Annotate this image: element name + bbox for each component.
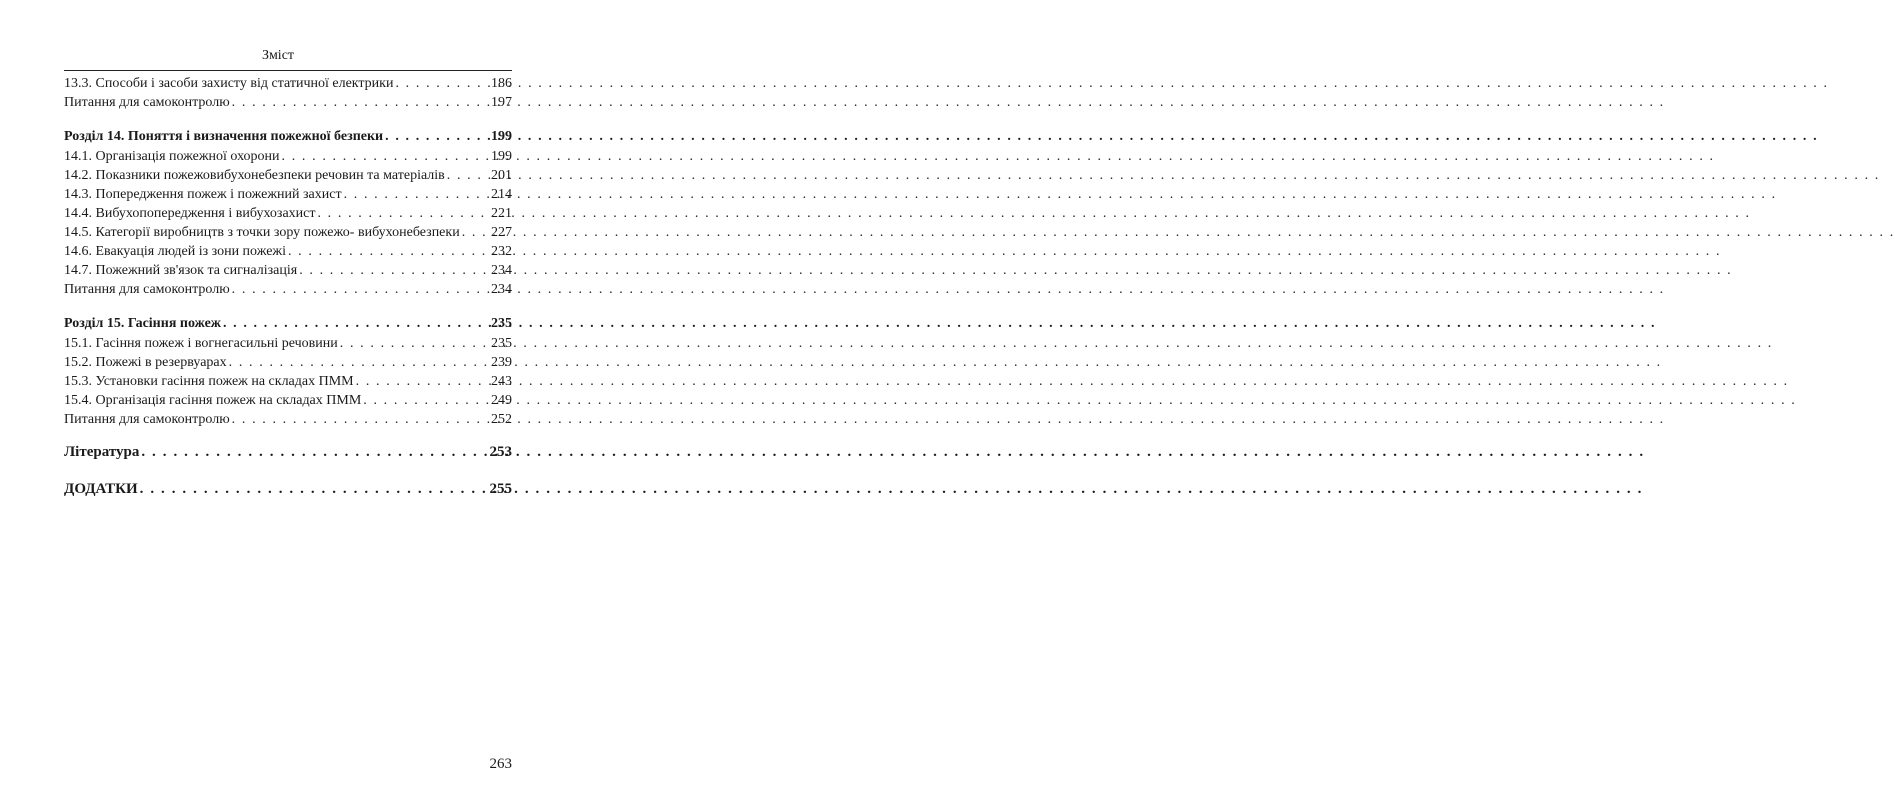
- toc-entry-page: 235: [491, 336, 512, 351]
- toc-entry: [64, 261, 512, 280]
- toc-appendices: [64, 478, 512, 500]
- toc-entry: [64, 147, 512, 166]
- toc-entry: [64, 204, 512, 223]
- toc-entry-title: 14.6. Евакуація людей із зони пожежі: [64, 244, 286, 259]
- running-header-title: Зміст: [261, 48, 295, 63]
- toc-entry-page: 243: [491, 374, 512, 389]
- toc-entry: [64, 280, 512, 299]
- dot-leader: [297, 261, 491, 280]
- toc-entry: [64, 334, 512, 353]
- section-heading-page: 199: [491, 129, 512, 144]
- toc-entry-title: Питання для самоконтролю: [64, 95, 230, 110]
- toc-entry: [64, 74, 512, 93]
- section-heading-14: [64, 127, 512, 147]
- dot-leader: [230, 93, 491, 112]
- toc-literature: [64, 441, 512, 463]
- toc-entry-title: 13.3. Способи і засоби захисту від статичної електрики: [64, 76, 394, 91]
- appendices-title: ДОДАТКИ: [64, 481, 138, 497]
- dot-leader: [445, 166, 491, 185]
- toc-entry-title: 14.4. Вибухопопередження і вибухозахист: [64, 206, 316, 221]
- literature-page: 253: [489, 444, 512, 460]
- toc-entry-title: 15.3. Установки гасіння пожеж на складах ПММ: [64, 374, 354, 389]
- toc-entry-title: Питання для самоконтролю: [64, 412, 230, 427]
- toc-entry: [64, 353, 512, 372]
- toc-entry-page: 221: [491, 206, 512, 221]
- toc-entry: [64, 93, 512, 112]
- toc-entry: [64, 242, 512, 261]
- section-heading-title: Розділ 15. Гасіння пожеж: [64, 316, 221, 331]
- toc-entry-title: 15.2. Пожежі в резервуарах: [64, 355, 227, 370]
- toc-entry-title: 14.5. Категорії виробництв з точки зору пожежо- вибухонебезпеки: [64, 225, 460, 240]
- toc-entry-title: 14.7. Пожежний зв'язок та сигналізація: [64, 263, 298, 278]
- header-divider: [64, 70, 512, 71]
- dot-leader: [361, 391, 491, 410]
- toc-entry: [64, 391, 512, 410]
- dot-leader: [138, 478, 490, 500]
- toc-entry-title: 14.1. Організація пожежної охорони: [64, 149, 280, 164]
- dot-leader: [221, 314, 491, 334]
- section-heading-page: 235: [491, 316, 512, 331]
- dot-leader: [393, 74, 491, 93]
- toc-entry-title: Питання для самоконтролю: [64, 282, 230, 297]
- toc-entry-page: 232: [491, 244, 512, 259]
- appendices-page: 255: [489, 481, 512, 497]
- toc-entry-page: 239: [491, 355, 512, 370]
- toc-entry: [64, 372, 512, 391]
- toc-entry: [64, 185, 512, 204]
- toc-entry-title: 15.1. Гасіння пожеж і вогнегасильні речовини: [64, 336, 338, 351]
- toc-entry-page: 197: [491, 95, 512, 110]
- toc-entry: [64, 410, 512, 429]
- toc-entry-page: 201: [491, 168, 512, 183]
- dot-leader: [230, 410, 491, 429]
- dot-leader: [383, 127, 491, 147]
- toc-entry-page: 199: [491, 149, 512, 164]
- toc-entry: [64, 223, 512, 242]
- toc-entry-page: 186: [491, 76, 512, 91]
- section-heading-title: Розділ 14. Поняття і визначення пожежної безпеки: [64, 129, 384, 144]
- literature-title: Література: [64, 444, 140, 460]
- dot-leader: [338, 334, 491, 353]
- toc-entry-title: 14.2. Показники пожежовибухонебезпеки речовин та матеріалів: [64, 168, 445, 183]
- dot-leader: [342, 185, 491, 204]
- toc-entry-page: 227: [491, 225, 512, 240]
- table-of-contents: [64, 74, 512, 500]
- dot-leader: [139, 441, 489, 463]
- toc-entry-title: 14.3. Попередження пожеж і пожежний захист: [64, 187, 342, 202]
- dot-leader: [280, 147, 491, 166]
- section-heading-15: [64, 314, 512, 334]
- toc-entry-title: 15.4. Організація гасіння пожеж на складах ПММ: [64, 393, 362, 408]
- dot-leader: [286, 242, 491, 261]
- dot-leader: [354, 372, 491, 391]
- dot-leader: [460, 223, 491, 242]
- dot-leader: [230, 280, 491, 299]
- toc-entry-page: 249: [491, 393, 512, 408]
- page-number: 263: [489, 756, 512, 772]
- toc-entry-page: 234: [491, 282, 512, 297]
- toc-entry-page: 214: [491, 187, 512, 202]
- dot-leader: [315, 204, 491, 223]
- toc-entry: [64, 166, 512, 185]
- toc-entry-page: 252: [491, 412, 512, 427]
- dot-leader: [227, 353, 491, 372]
- toc-entry-page: 234: [491, 263, 512, 278]
